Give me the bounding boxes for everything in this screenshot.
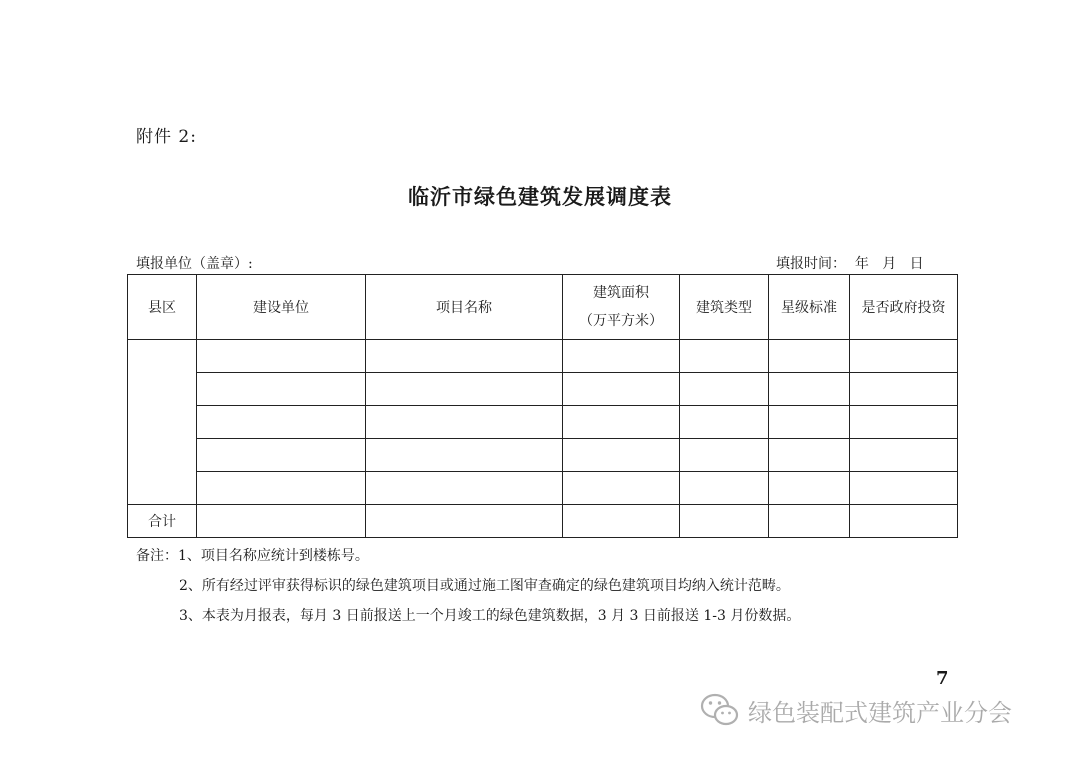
watermark [700, 692, 1012, 728]
fill-unit-label: 填报单位（盖章）: [136, 256, 253, 272]
table-cell[interactable] [850, 472, 958, 505]
table-cell[interactable] [197, 340, 366, 373]
table-header-row [128, 275, 958, 340]
table-cell[interactable] [366, 373, 563, 406]
header-county: 县区 [128, 275, 197, 340]
table-row [128, 406, 958, 439]
table-cell[interactable] [366, 406, 563, 439]
table-row [128, 439, 958, 472]
header-building-area [563, 275, 680, 340]
header-construction-unit: 建设单位 [197, 275, 366, 340]
header-project-name: 项目名称 [366, 275, 563, 340]
fill-time-label: 填报时间： [776, 256, 846, 272]
table-cell[interactable] [769, 472, 850, 505]
note-1: 备注：1、项目名称应统计到楼栋号。 [136, 548, 369, 564]
attachment-label: 附件 2: [136, 127, 197, 147]
table-cell[interactable] [680, 505, 769, 538]
table-cell[interactable] [366, 340, 563, 373]
table-cell[interactable] [563, 439, 680, 472]
table-cell[interactable] [850, 340, 958, 373]
table-row [128, 472, 958, 505]
fill-time-line [776, 253, 924, 273]
table-cell[interactable] [563, 505, 680, 538]
table-cell[interactable] [850, 439, 958, 472]
fill-time-year: 年 [854, 256, 869, 272]
header-building-type: 建筑类型 [680, 275, 769, 340]
note-3: 3、本表为月报表，每月 3 日前报送上一个月竣工的绿色建筑数据，3 月 3 日前报送 1-3 月份数据。 [179, 608, 801, 624]
table-cell[interactable] [680, 340, 769, 373]
table-cell[interactable] [197, 505, 366, 538]
table-cell[interactable] [769, 406, 850, 439]
wechat-icon [700, 692, 740, 728]
header-gov-investment: 是否政府投资 [850, 275, 958, 340]
table-cell[interactable] [563, 472, 680, 505]
table-cell[interactable] [366, 472, 563, 505]
header-building-area-line1: 建筑面积 [593, 285, 649, 301]
page-number: 7 [936, 668, 949, 689]
table-cell[interactable] [680, 406, 769, 439]
document-title: 临沂市绿色建筑发展调度表 [408, 184, 672, 209]
fill-time-month: 月 [882, 256, 897, 272]
table-cell[interactable] [563, 340, 680, 373]
total-label: 合计 [128, 505, 197, 538]
table-cell[interactable] [197, 406, 366, 439]
note-2: 2、所有经过评审获得标识的绿色建筑项目或通过施工图审查确定的绿色建筑项目均纳入统计范畴。 [179, 578, 790, 594]
table-cell[interactable] [769, 505, 850, 538]
table-cell[interactable] [680, 373, 769, 406]
table-cell[interactable] [680, 472, 769, 505]
dispatch-table [127, 274, 958, 538]
table-cell[interactable] [850, 505, 958, 538]
watermark-text: 绿色装配式建筑产业分会 [748, 698, 1012, 727]
table-row [128, 373, 958, 406]
table-cell[interactable] [197, 472, 366, 505]
table-cell[interactable] [769, 373, 850, 406]
table-cell[interactable] [680, 439, 769, 472]
table-cell[interactable] [563, 406, 680, 439]
header-building-area-unit: （万平方米） [579, 313, 663, 329]
table-cell[interactable] [850, 406, 958, 439]
table-cell[interactable] [197, 373, 366, 406]
table-row [128, 340, 958, 373]
fill-time-day: 日 [909, 256, 924, 272]
county-cell[interactable] [128, 340, 197, 505]
table-cell[interactable] [197, 439, 366, 472]
table-cell[interactable] [769, 439, 850, 472]
header-star-rating: 星级标准 [769, 275, 850, 340]
table-cell[interactable] [850, 373, 958, 406]
total-row [128, 505, 958, 538]
table-cell[interactable] [366, 505, 563, 538]
table-cell[interactable] [769, 340, 850, 373]
table-cell[interactable] [563, 373, 680, 406]
table-cell[interactable] [366, 439, 563, 472]
